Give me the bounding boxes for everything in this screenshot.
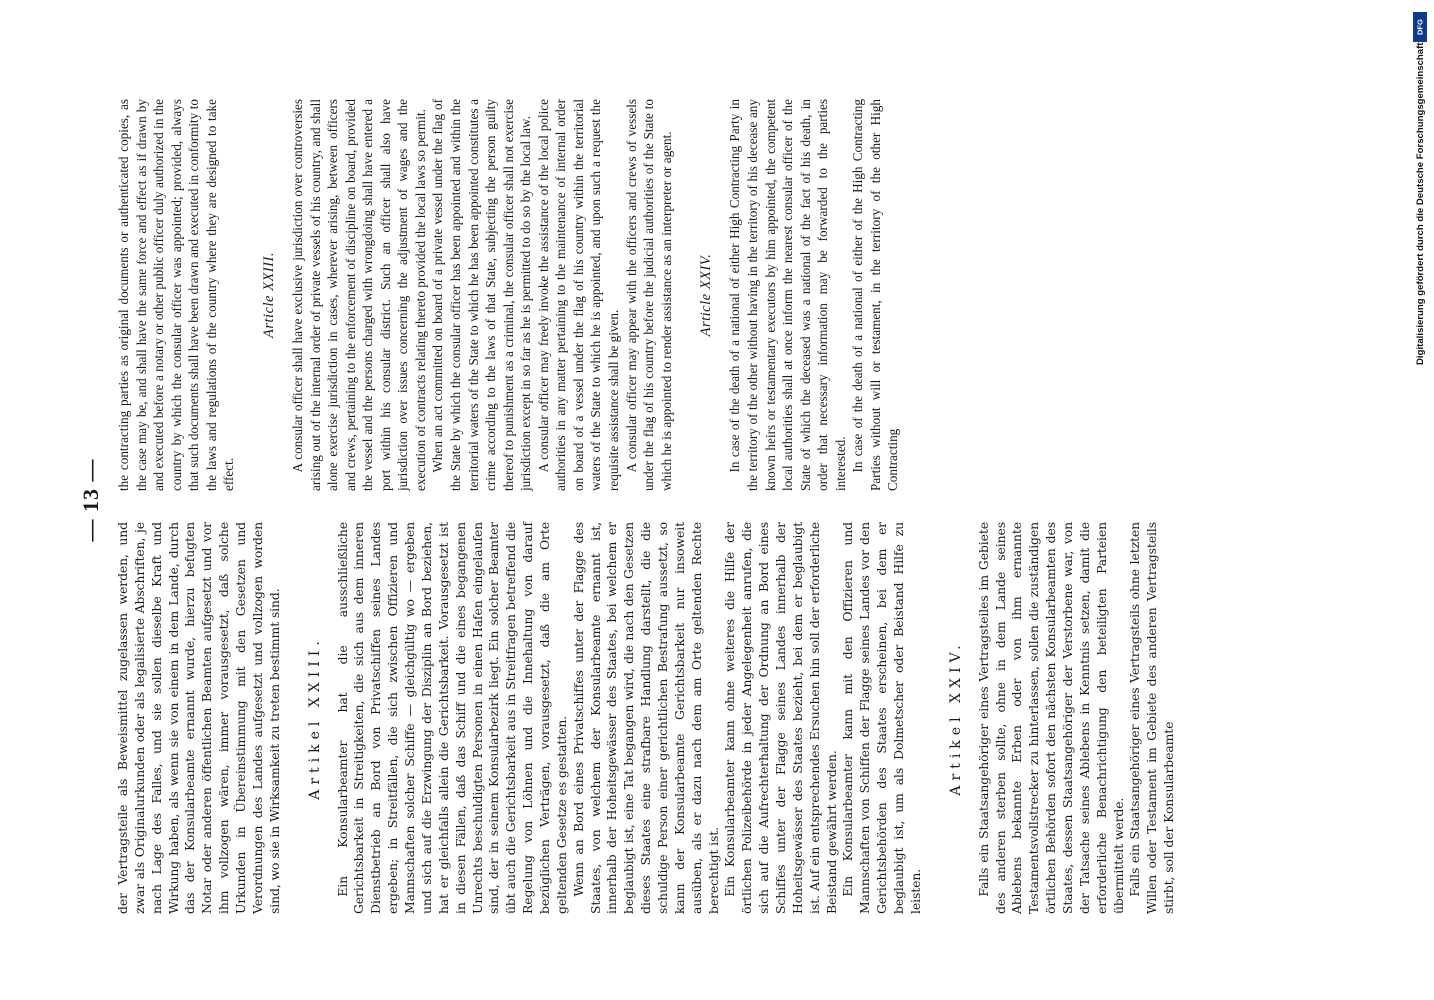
page-number: — 13 — bbox=[78, 458, 103, 542]
german-article-heading: Artikel XXIV. bbox=[947, 640, 964, 796]
english-paragraph: the contracting parties as original documents or authenticated copies, as the case may be, and shall have the same force and effect as if drawn by and executed before a notary or other public officer duly authorized in the country by which the consular officer was appointed; provided, always that such documents shall have been drawn and executed in conformity to the laws and regulations of the country where they are designed to take effect. bbox=[116, 99, 237, 491]
english-paragraph: A consular officer may appear with the officers and crews of vessels under the flag of his country before the judicial authorities of the State to which he is appointed to render assistance as an interpreter or agent. bbox=[623, 99, 674, 491]
english-article-heading: Article XXIV. bbox=[698, 253, 715, 337]
german-paragraph: Falls ein Staatsangehöriger eines Vertragsteiles im Gebiete des anderen sterben sollte, ohne in dem Lande seines Ablebens bekannte Erben oder von ihm ernannte Testamentsvollstrecker zu hinterlassen, sollen die zuständigen örtlichen Behörden sofort den nächsten Konsularbeamten des Staates, dessen Staatsangehöriger der Verstorbene war, von der Tatsache seines Ablebens in Kenntnis setzen, damit die erforderliche Benachrichtigung den beteiligten Parteien übermittelt werde. bbox=[975, 522, 1126, 914]
english-paragraph: In case of the death of a national of either High Contracting Party in the territory of the other without having in the territory of his decease any known heirs or testamentary executors by him appointed, the competent local authorities shall at once inform the nearest consular officer of the State of which the deceased was a national of the fact of his death, in order that necessary information may be forwarded to the parties interested. bbox=[727, 99, 848, 491]
german-paragraph: Ein Konsularbeamter kann ohne weiteres die Hilfe der örtlichen Polizeibehörde in jeder Angelegenheit anrufen, die sich auf die Aufrechterhaltung der Ordnung an Bord eines Schiffes unter der Flagge seines Landes innerhalb der Hoheitsgewässer des Staates bezieht, bei dem er beglaubigt ist. Auf ein entsprechendes Ersuchen hin soll der erforderliche Beistand gewährt werden. bbox=[722, 522, 839, 914]
german-paragraph: der Vertragsteile als Beweismittel zugelassen werden, und zwar als Originalurkunden oder als legalisierte Abschriften, je nach Lage des Falles, und sie sollen dieselbe Kraft und Wirkung haben, als wenn sie von einem in dem Lande, durch das der Konsularbeamte ernannt wurde, hierzu befugten Notar oder anderen öffentlichen Beamten aufgesetzt und vor ihm vollzogen wären, immer vorausgesetzt, daß solche Urkunden in Übereinstimmung mit den Gesetzen und Verordnungen des Landes aufgesetzt und vollzogen worden sind, wo sie in Wirksamkeit zu treten bestimmt sind. bbox=[115, 522, 282, 914]
german-column bbox=[115, 522, 1178, 914]
english-column bbox=[115, 99, 902, 491]
dfg-logo-icon: DFG bbox=[1413, 12, 1427, 42]
english-article-heading: Article XXIII. bbox=[260, 252, 277, 338]
german-paragraph: Ein Konsularbeamter hat die ausschließliche Gerichtsbarkeit in Streitigkeiten, die sich aus dem inneren Dienstbetrieb an Bord von Privatschiffen seines Landes ergeben; in Streitfällen, die sich zwischen Offizieren und Mannschaften solcher Schiffe — gleichgültig wo — ergeben und sich auf die Erzwingung der Disziplin an Bord beziehen, hat er gleichfalls allein die Gerichtsbarkeit. Vorausgesetzt ist in diesen Fällen, daß das Schiff und die eines begangenen Unrechts beschuldigten Personen in einen Hafen eingelaufen sind, der in seinem Konsularbezirk liegt. Ein solcher Beamter übt auch die Gerichtsbarkeit aus in Streitfragen betreffend die Regelung von Löhnen und die Innehaltung von darauf bezüglichen Verträgen, vorausgesetzt, daß die am Orte geltenden Gesetze es gestatten. bbox=[334, 522, 569, 914]
english-paragraph: When an act committed on board of a private vessel under the flag of the State by which the consular officer has been appointed and within the territorial waters of the State to which he has been appointed constitutes a crime according to the laws of that State, subjecting the person guilty thereof to punishment as a criminal, the consular officer shall not exercise jurisdiction except in so far as he is permitted to do so by the local law. bbox=[430, 99, 534, 491]
german-paragraph: Wenn an Bord eines Privatschiffes unter der Flagge des Staates, von welchem der Konsularbeamte ernannt ist, innerhalb der Hoheitsgewässer des Staates, bei welchem er beglaubigt ist, eine Tat begangen wird, die nach den Gesetzen dieses Staates eine strafbare Handlung darstellt, die die schuldige Person einer gerichtlichen Bestrafung aussetzt, so kann der Konsularbeamte Gerichtsbarkeit nur insoweit ausüben, als er dazu nach dem am Orte geltenden Rechte berechtigt ist. bbox=[570, 522, 721, 914]
german-paragraph: Falls ein Staatsangehöriger eines Vertragsteils ohne letzten Willen oder Testament im Gebiete des anderen Vertragsteils stirbt, soll der Konsularbeamte bbox=[1127, 522, 1177, 914]
stamp-text: Digitalisierung gefördert durch die Deutsche Forschungsgemeinschaft bbox=[1414, 42, 1426, 365]
english-paragraph: A consular officer may freely invoke the assistance of the local police authorities in any matter pertaining to the maintenance of internal order on board of a vessel under the flag of his country within the territorial waters of the State to which he is appointed, and upon such a request the requisite assistance shall be given. bbox=[535, 99, 621, 491]
english-paragraph: A consular officer shall have exclusive jurisdiction over controversies arising out of the internal order of private vessels of his country, and shall alone exercise jurisdiction in cases, wherever arising, between officers and crews, pertaining to the enforcement of discipline on board, provided the vessel and the persons charged with wrongdoing shall have entered a port within his consular district. Such an officer shall also have jurisdiction over issues concerning the adjustment of wages and the execution of contracts relating thereto provided the local laws so permit. bbox=[290, 99, 428, 491]
german-article-heading: Artikel XXIII. bbox=[306, 636, 323, 800]
english-paragraph: In case of the death of a national of either of the High Contracting Parties without will or testament, in the territory of the other High Contracting bbox=[850, 99, 901, 491]
german-paragraph: Ein Konsularbeamter kann mit den Offizieren und Mannschaften von Schiffen der Flagge seines Landes vor den Gerichtsbehörden des Staates erscheinen, bei dem er beglaubigt ist, um als Dolmetscher oder Beistand Hilfe zu leisten. bbox=[840, 522, 923, 914]
digitization-stamp bbox=[1409, 8, 1431, 990]
